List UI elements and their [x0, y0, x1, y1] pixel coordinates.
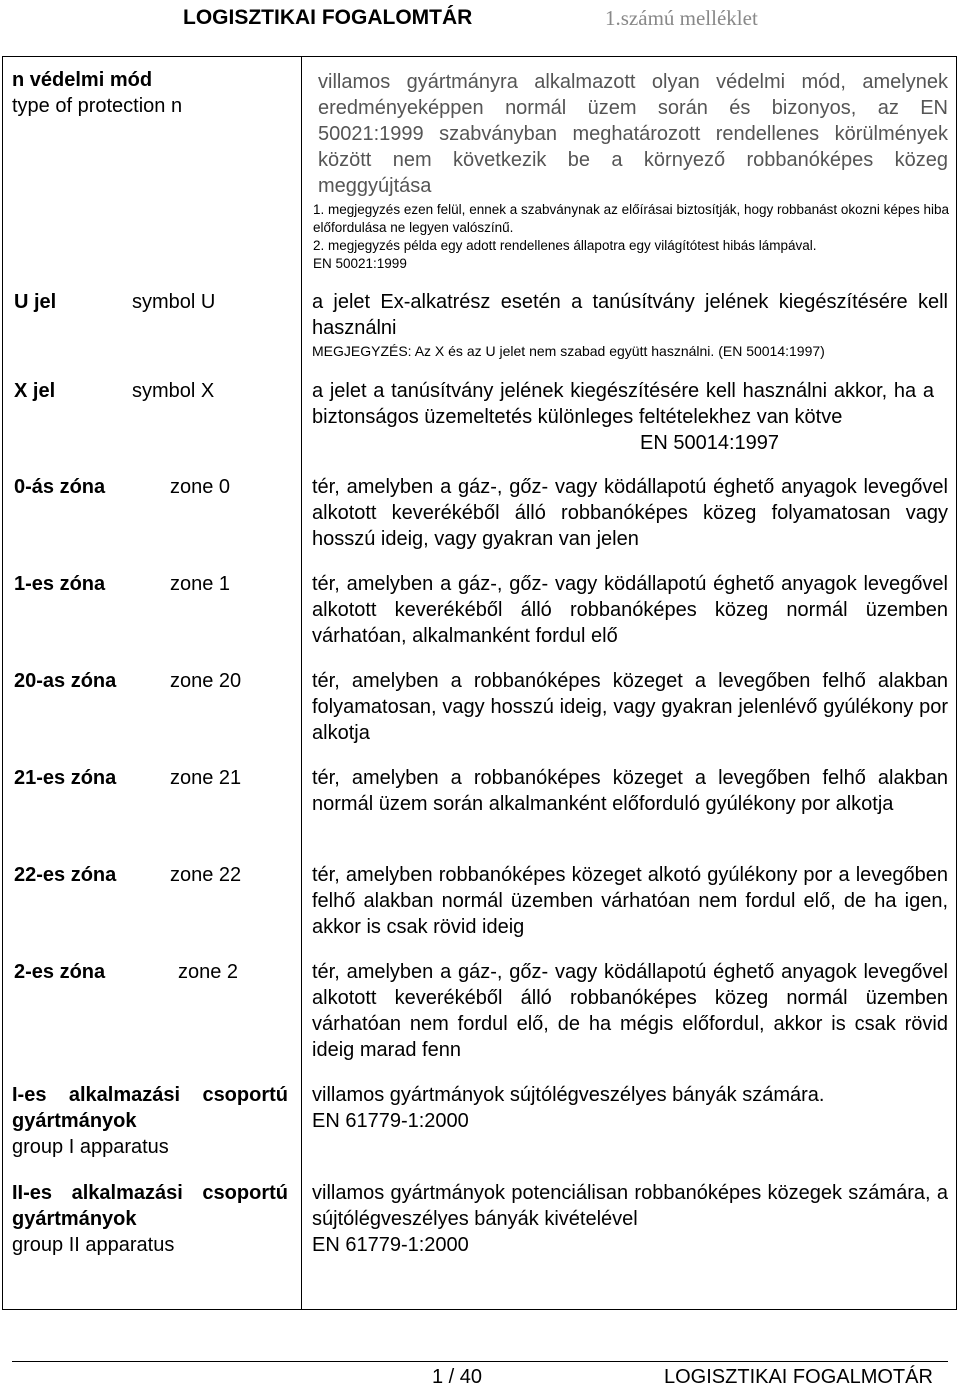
- definition-text: tér, amelyben a gáz-, gőz- vagy ködállapotú éghető anyagok levegővel alkotott keverékéből álló robbanóképes közeg normál üzemben várhatóan, alkalmanként fordul elő: [312, 573, 948, 647]
- term-english: zone 2: [178, 961, 239, 983]
- term-english: type of protection n: [12, 95, 183, 117]
- term-hungarian: II-es alkalmazási csoportú gyártmányok: [12, 1182, 288, 1230]
- term-english: symbol X: [132, 380, 215, 402]
- term-block: [12, 67, 292, 119]
- definition-text: villamos gyártmányok sújtólégveszélyes bányák számára.: [312, 1084, 825, 1106]
- annex-label: 1.számú melléklet: [605, 6, 758, 30]
- term-hungarian: 21-es zóna: [14, 767, 117, 789]
- definition-text: tér, amelyben a gáz-, gőz- vagy ködállapotú éghető anyagok levegővel alkotott keverékéből álló robbanóképes közeg normál üzemben várhatóan nem fordul elő, de ha mégis előfordul, akkor is csak rövid ideig marad fenn: [312, 961, 948, 1061]
- term-block: [12, 1180, 288, 1258]
- term-english: zone 20: [170, 670, 242, 692]
- definition-text: tér, amelyben a gáz-, gőz- vagy ködállapotú éghető anyagok levegővel alkotott keverékéből álló robbanóképes közeg folyamatosan vagy hosszú ideig, vagy gyakran van jelen: [312, 476, 948, 550]
- definition-text: a jelet Ex-alkatrész esetén a tanúsítvány jelének kiegészítésére kell használni: [312, 291, 948, 339]
- term-hungarian: 22-es zóna: [14, 864, 117, 886]
- term-hungarian: 0-ás zóna: [14, 476, 106, 498]
- definition-text: tér, amelyben a robbanóképes közeget a levegőben felhő alakban folyamatosan, vagy hosszú ideig, vagy gyakran jelenlévő gyúlékony por alkotja: [312, 670, 948, 744]
- note-block: [312, 342, 948, 360]
- note-text: MEGJEGYZÉS: Az X és az U jelet nem szabad együtt használni.: [312, 343, 715, 359]
- definition-text: villamos gyártmányra alkalmazott olyan védelmi mód, amelynek eredményeképpen normál üzem során és bizonyos, az EN 50021:1999 szabványban meghatározott rendellenes körülmények között nem következik be a környező robbanóképes közeg meggyújtása: [318, 71, 948, 197]
- note-1: 1. megjegyzés ezen felül, ennek a szabványnak az előírásai biztosítják, hogy robbanást okozni képes hiba előfordulása ne legyen valószínű.: [313, 202, 949, 235]
- term-hungarian: I-es alkalmazási csoportú gyártmányok: [12, 1084, 288, 1132]
- standard-reference: EN 50021:1999: [313, 256, 407, 271]
- standard-reference: EN 50014:1997: [640, 432, 780, 454]
- footer-divider: [12, 1361, 948, 1362]
- standard-reference: (EN 50014:1997): [718, 343, 825, 359]
- term-block: [12, 1082, 288, 1160]
- definition-text: tér, amelyben robbanóképes közeget alkotó gyúlékony por a levegőben felhő alakban normál üzemben várhatóan nem fordul elő, de ha igen, akkor is csak rövid ideig: [312, 864, 948, 938]
- term-hungarian: n védelmi mód: [12, 69, 153, 91]
- term-english: zone 0: [170, 476, 231, 498]
- term-hungarian: 1-es zóna: [14, 573, 106, 595]
- standard-reference: EN 61779-1:2000: [312, 1234, 469, 1256]
- term-english: zone 21: [170, 767, 242, 789]
- note-2: 2. megjegyzés példa egy adott rendellenes állapotra egy világítótest hibás lámpával.: [313, 238, 817, 253]
- footer-title: LOGISZTIKAI FOGALMOTÁR: [664, 1366, 933, 1388]
- standard-reference: EN 61779-1:2000: [312, 1110, 469, 1132]
- page-number: 1 / 40: [432, 1366, 483, 1388]
- term-hungarian: 2-es zóna: [14, 961, 106, 983]
- term-hungarian: 20-as zóna: [14, 670, 117, 692]
- document-title: LOGISZTIKAI FOGALOMTÁR: [183, 6, 473, 29]
- term-english: group I apparatus: [12, 1136, 169, 1158]
- column-divider: [301, 57, 302, 1309]
- term-english: zone 22: [170, 864, 242, 886]
- term-english: group II apparatus: [12, 1234, 175, 1256]
- term-hungarian: U jel: [14, 291, 57, 313]
- definition-text: a jelet a tanúsítvány jelének kiegészítésére kell használni akkor, ha a biztonságos üzemeltetés különleges feltételekhez van kötve: [312, 380, 934, 428]
- definition-text: tér, amelyben a robbanóképes közeget a levegőben felhő alakban normál üzem során alkalmanként előforduló gyúlékony por alkotja: [312, 767, 948, 815]
- term-english: symbol U: [132, 291, 216, 313]
- term-english: zone 1: [170, 573, 231, 595]
- definition-text: villamos gyártmányok potenciálisan robbanóképes közegek számára, a sújtólégveszélyes bányák kivételével: [312, 1182, 948, 1230]
- term-hungarian: X jel: [14, 380, 56, 402]
